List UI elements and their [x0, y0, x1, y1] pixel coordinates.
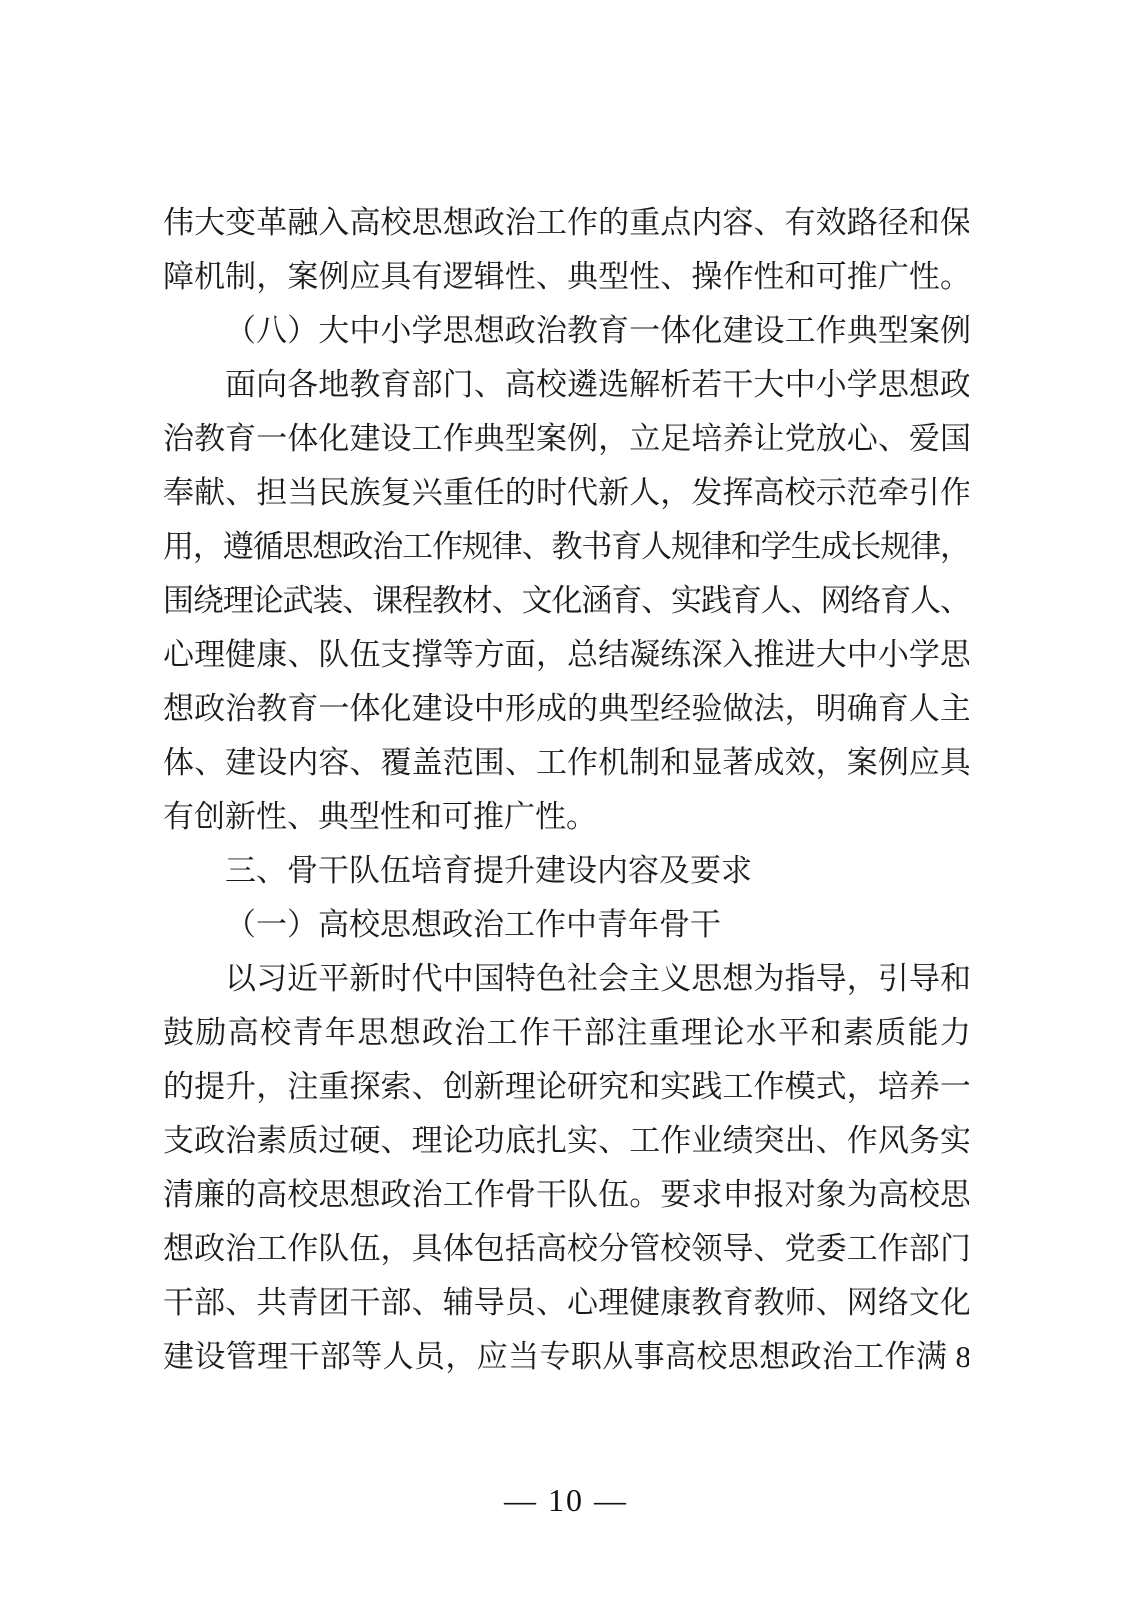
- text-line: 干部、共青团干部、辅导员、心理健康教育教师、网络文化: [163, 1285, 969, 1320]
- text-line: 建设管理干部等人员，应当专职从事高校思想政治工作满 8: [163, 1339, 969, 1374]
- text-line: 想政治工作队伍，具体包括高校分管校领导、党委工作部门: [163, 1231, 969, 1266]
- text-line: 有创新性、典型性和可推广性。: [163, 799, 597, 834]
- text-line: 伟大变革融入高校思想政治工作的重点内容、有效路径和保: [163, 205, 969, 240]
- section-heading-3-1: （一）高校思想政治工作中青年骨干: [225, 907, 721, 942]
- text-line: 奉献、担当民族复兴重任的时代新人，发挥高校示范牵引作: [163, 475, 969, 510]
- text-line: 清廉的高校思想政治工作骨干队伍。要求申报对象为高校思: [163, 1177, 969, 1212]
- page-number: — 10 —: [504, 1482, 628, 1518]
- text-line: 以习近平新时代中国特色社会主义思想为指导，引导和: [225, 961, 969, 996]
- text-line: 面向各地教育部门、高校遴选解析若干大中小学思想政: [225, 367, 969, 402]
- text-line: 围绕理论武装、课程教材、文化涵育、实践育人、网络育人、: [163, 583, 969, 618]
- text-line: 体、建设内容、覆盖范围、工作机制和显著成效，案例应具: [163, 745, 969, 780]
- text-line: 用，遵循思想政治工作规律、教书育人规律和学生成长规律，: [163, 529, 969, 564]
- section-heading-3: 三、骨干队伍培育提升建设内容及要求: [225, 853, 752, 888]
- text-line: 治教育一体化建设工作典型案例，立足培养让党放心、爱国: [163, 421, 969, 456]
- document-body: [163, 196, 969, 1384]
- text-line: 鼓励高校青年思想政治工作干部注重理论水平和素质能力: [163, 1015, 969, 1050]
- text-line: 障机制，案例应具有逻辑性、典型性、操作性和可推广性。: [163, 259, 969, 294]
- text-line: 心理健康、队伍支撑等方面，总结凝练深入推进大中小学思: [163, 637, 969, 672]
- text-line: 支政治素质过硬、理论功底扎实、工作业绩突出、作风务实: [163, 1123, 969, 1158]
- section-heading-8: （八）大中小学思想政治教育一体化建设工作典型案例: [225, 313, 969, 348]
- text-line: 想政治教育一体化建设中形成的典型经验做法，明确育人主: [163, 691, 969, 726]
- text-line: 的提升，注重探索、创新理论研究和实践工作模式，培养一: [163, 1069, 969, 1104]
